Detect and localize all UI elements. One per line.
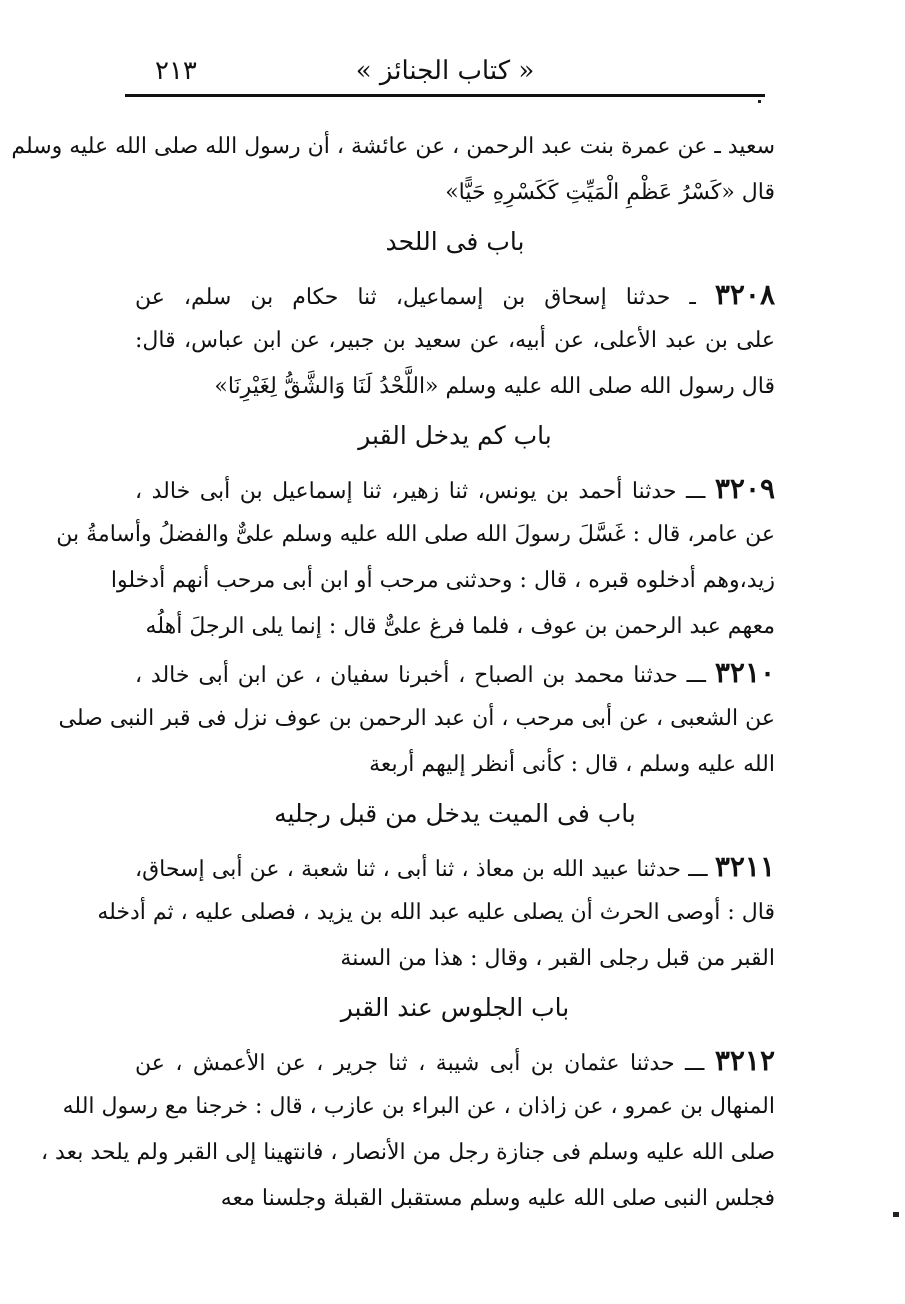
line-text: ـــ حدثنا محمد بن الصباح ، أخبرنا سفيان ، عن ابن أبى خالد ، xyxy=(135,663,707,688)
text-line xyxy=(135,605,775,651)
hadith-number: ٣٢٠٩ xyxy=(714,472,776,505)
line-text: ـ حدثنا إسحاق بن إسماعيل، ثنا حكام بن سلم، عن xyxy=(135,285,696,310)
text-line xyxy=(135,365,775,411)
text-line xyxy=(135,319,775,365)
line-text: معهم عبد الرحمن بن عوف ، فلما فرغ علىٌّ قال : إنما يلى الرجلَ أهلُه xyxy=(145,614,775,639)
body-text xyxy=(11,125,776,1223)
text-line xyxy=(135,171,775,217)
page-header xyxy=(125,52,765,96)
header-rule xyxy=(125,94,765,97)
text-line xyxy=(110,559,775,605)
text-line xyxy=(97,891,775,937)
chapter-title: « كتاب الجنائز » xyxy=(355,56,535,86)
section-heading: باب فى اللحد xyxy=(385,227,525,256)
line-text: الله عليه وسلم ، قال : كأنى أنظر إليهم أربعة xyxy=(369,752,775,777)
line-text: صلى الله عليه وسلم فى جنازة رجل من الأنصار ، فانتهينا إلى القبر ولم يلحد بعد ، xyxy=(40,1140,775,1165)
margin-mark xyxy=(893,1212,899,1217)
line-text: قال : أوصى الحرث أن يصلى عليه عبد الله بن يزيد ، فصلى عليه ، ثم أدخله xyxy=(97,900,775,925)
line-text: ـــ حدثنا عثمان بن أبى شيبة ، ثنا جرير ، عن الأعمش ، عن xyxy=(135,1051,705,1076)
line-text: زيد،وهم أدخلوه قبره ، قال : وحدثنى مرحب أو ابن أبى مرحب أنهم أدخلوا xyxy=(110,568,775,593)
hadith-start-line xyxy=(135,1039,775,1085)
line-text: المنهال بن عمرو ، عن زاذان ، عن البراء بن عازب ، قال : خرجنا مع رسول الله xyxy=(62,1094,775,1119)
text-line xyxy=(40,1131,775,1177)
line-text: ـــ حدثنا عبيد الله بن معاذ ، ثنا أبى ، ثنا شعبة ، عن أبى إسحاق، xyxy=(135,857,708,882)
text-line xyxy=(135,743,775,789)
line-text: قال رسول الله صلى الله عليه وسلم «اللَّحْدُ لَنَا وَالشَّقُّ لِغَيْرِنَا» xyxy=(214,374,775,399)
hadith-start-line xyxy=(135,467,775,513)
section-heading: باب فى الميت يدخل من قبل رجليه xyxy=(274,799,636,828)
hadith-start-line xyxy=(135,845,775,891)
hadith-start-line xyxy=(135,651,775,697)
hadith-number: ٣٢١٠ xyxy=(714,656,776,689)
text-line xyxy=(56,513,775,559)
line-text: قال «كَسْرُ عَظْمِ الْمَيِّتِ كَكَسْرِهِ حَيًّا» xyxy=(445,180,775,205)
line-text: ـــ حدثنا أحمد بن يونس، ثنا زهير، ثنا إسماعيل بن أبى خالد ، xyxy=(135,479,706,504)
margin-dot xyxy=(758,100,761,103)
hadith-number: ٣٢٠٨ xyxy=(714,278,775,311)
line-text: سعيد ـ عن عمرة بنت عبد الرحمن ، عن عائشة ، أن رسول الله صلى الله عليه وسلم xyxy=(11,134,775,159)
hadith-start-line xyxy=(135,273,775,319)
text-line xyxy=(62,1085,775,1131)
hadith-number: ٣٢١١ xyxy=(714,850,775,883)
hadith-number: ٣٢١٢ xyxy=(714,1044,775,1077)
text-line xyxy=(58,697,775,743)
page-number: ٢١٣ xyxy=(155,56,197,86)
text-line xyxy=(135,937,775,983)
section-heading: باب الجلوس عند القبر xyxy=(340,993,570,1022)
line-text: على بن عبد الأعلى، عن أبيه، عن سعيد بن جبير، عن ابن عباس، قال: xyxy=(135,328,775,353)
line-text: القبر من قبل رجلى القبر ، وقال : هذا من السنة xyxy=(340,946,775,971)
line-text: عن الشعبى ، عن أبى مرحب ، أن عبد الرحمن بن عوف نزل فى قبر النبى صلى xyxy=(58,706,775,731)
line-text: عن عامر، قال : غَسَّلَ رسولَ الله صلى الله عليه وسلم علىٌّ والفضلُ وأسامةُ بن xyxy=(56,522,775,547)
line-text: فجلس النبى صلى الله عليه وسلم مستقبل القبلة وجلسنا معه xyxy=(220,1186,775,1211)
text-line xyxy=(135,1177,775,1223)
text-line xyxy=(11,125,775,171)
section-heading: باب كم يدخل القبر xyxy=(358,421,552,450)
